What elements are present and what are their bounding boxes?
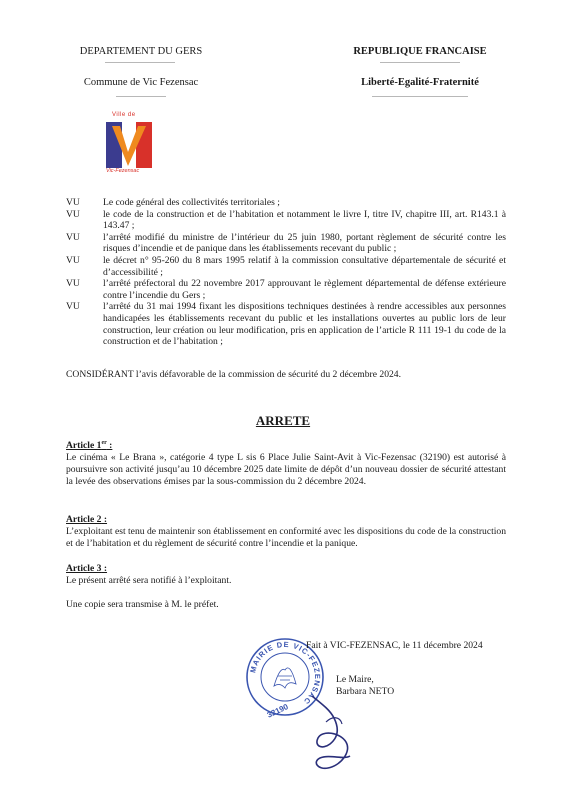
department-title: DEPARTEMENT DU GERS: [79, 46, 203, 57]
article-heading-suffix: :: [101, 563, 108, 574]
vu-text: le code de la construction et de l’habitation et notamment le livre I, titre IV, chapitre III, art. R143.1 à 143.47 ;: [103, 208, 506, 232]
vu-key: VU: [66, 278, 80, 290]
stamp-postal-code: 32190: [265, 702, 290, 718]
considerant: CONSIDÉRANT l’avis défavorable de la commission de sécurité du 2 décembre 2024.: [66, 369, 401, 380]
vu-item: [66, 255, 506, 278]
article-heading-text: Article 2: [66, 514, 102, 525]
article-2-body: L’exploitant est tenu de maintenir son établissement en conformité avec les dispositions du code de la construction et de l’habitation et du règlement de sécurité contre l’incendie et la panique.: [66, 526, 506, 549]
town-logo: [106, 112, 152, 176]
article-3-body: Le présent arrêté sera notifié à l’exploitant.: [66, 575, 232, 586]
stamp-ring-text: MAIRIE DE VIC-FEZENSAC: [248, 639, 323, 707]
vu-key: VU: [66, 208, 80, 220]
article-heading-sup: er: [101, 440, 107, 446]
header-right-rule-2: [372, 96, 468, 97]
vu-text: l’arrêté modifié du ministre de l’intérieur du 25 juin 1980, portant règlement de sécurité contre les risques d’incendie et de panique dans les établissements recevant du public ;: [103, 231, 506, 255]
article-heading-text: Article 3: [66, 563, 102, 574]
article-1-heading: [66, 440, 112, 451]
logo-bottom-text: Vic-Fezensac: [106, 168, 140, 174]
mayor-role: Le Maire,: [336, 674, 374, 685]
article-3-heading: [66, 563, 107, 574]
handwritten-signature: [300, 686, 370, 776]
vu-list: [66, 197, 506, 348]
header-right-rule: [380, 62, 460, 63]
vu-key: VU: [66, 231, 80, 243]
vu-text: l’arrêté du 31 mai 1994 fixant les dispositions techniques destinées à rendre accessibles aux personnes handicapées les établissements recevant du public et les installations ouvertes au public lors de leur construction, leur création ou leur modification, pris en application de l’article R 111 19-1 du code de la construction et de l’habitation ;: [103, 301, 506, 348]
commune-name: Commune de Vic Fezensac: [83, 77, 199, 88]
article-heading-text: Article 1: [66, 440, 102, 452]
vu-text: Le code général des collectivités territoriales ;: [103, 197, 280, 208]
vu-item: [66, 209, 506, 232]
vu-item: [66, 232, 506, 255]
article-heading-suffix: :: [101, 514, 108, 525]
vu-key: VU: [66, 254, 80, 266]
header-left-rule: [105, 62, 175, 63]
vu-item: [66, 197, 506, 209]
logo-top-text: Ville de: [112, 112, 136, 118]
republic-motto: Liberté-Egalité-Fraternité: [361, 77, 479, 88]
article-heading-suffix: :: [106, 440, 113, 452]
mayor-name: Barbara NETO: [336, 686, 395, 697]
article-2-heading: [66, 514, 107, 525]
article-1-body: Le cinéma « Le Brana », catégorie 4 type L sis 6 Place Julie Saint-Avit à Vic-Fezensac (32190) est autorisé à poursuivre son activité jusqu’au 10 décembre 2025 date limite de dépôt d’un nouveau dossier de sécurité attestant la levée des observations émises par la sous-commission du 2 décembre 2024.: [66, 452, 506, 487]
place-date: Fait à VIC-FEZENSAC, le 11 décembre 2024: [306, 640, 483, 651]
vu-key: VU: [66, 301, 80, 313]
vu-key: VU: [66, 197, 80, 208]
republic-title: REPUBLIQUE FRANCAISE: [353, 46, 487, 57]
vu-text: l’arrêté préfectoral du 22 novembre 2017 approuvant le règlement départemental de défense extérieure contre l’incendie du Gers ;: [103, 278, 506, 301]
vu-text: le décret n° 95-260 du 8 mars 1995 relatif à la commission consultative départementale de sécurité et d’accessibilité ;: [103, 254, 506, 278]
vu-item: [66, 278, 506, 301]
decree-title: ARRETE: [255, 413, 311, 428]
vu-item: [66, 301, 506, 347]
article-3-body-2: Une copie sera transmise à M. le préfet.: [66, 599, 219, 610]
header-left-rule-2: [116, 96, 166, 97]
